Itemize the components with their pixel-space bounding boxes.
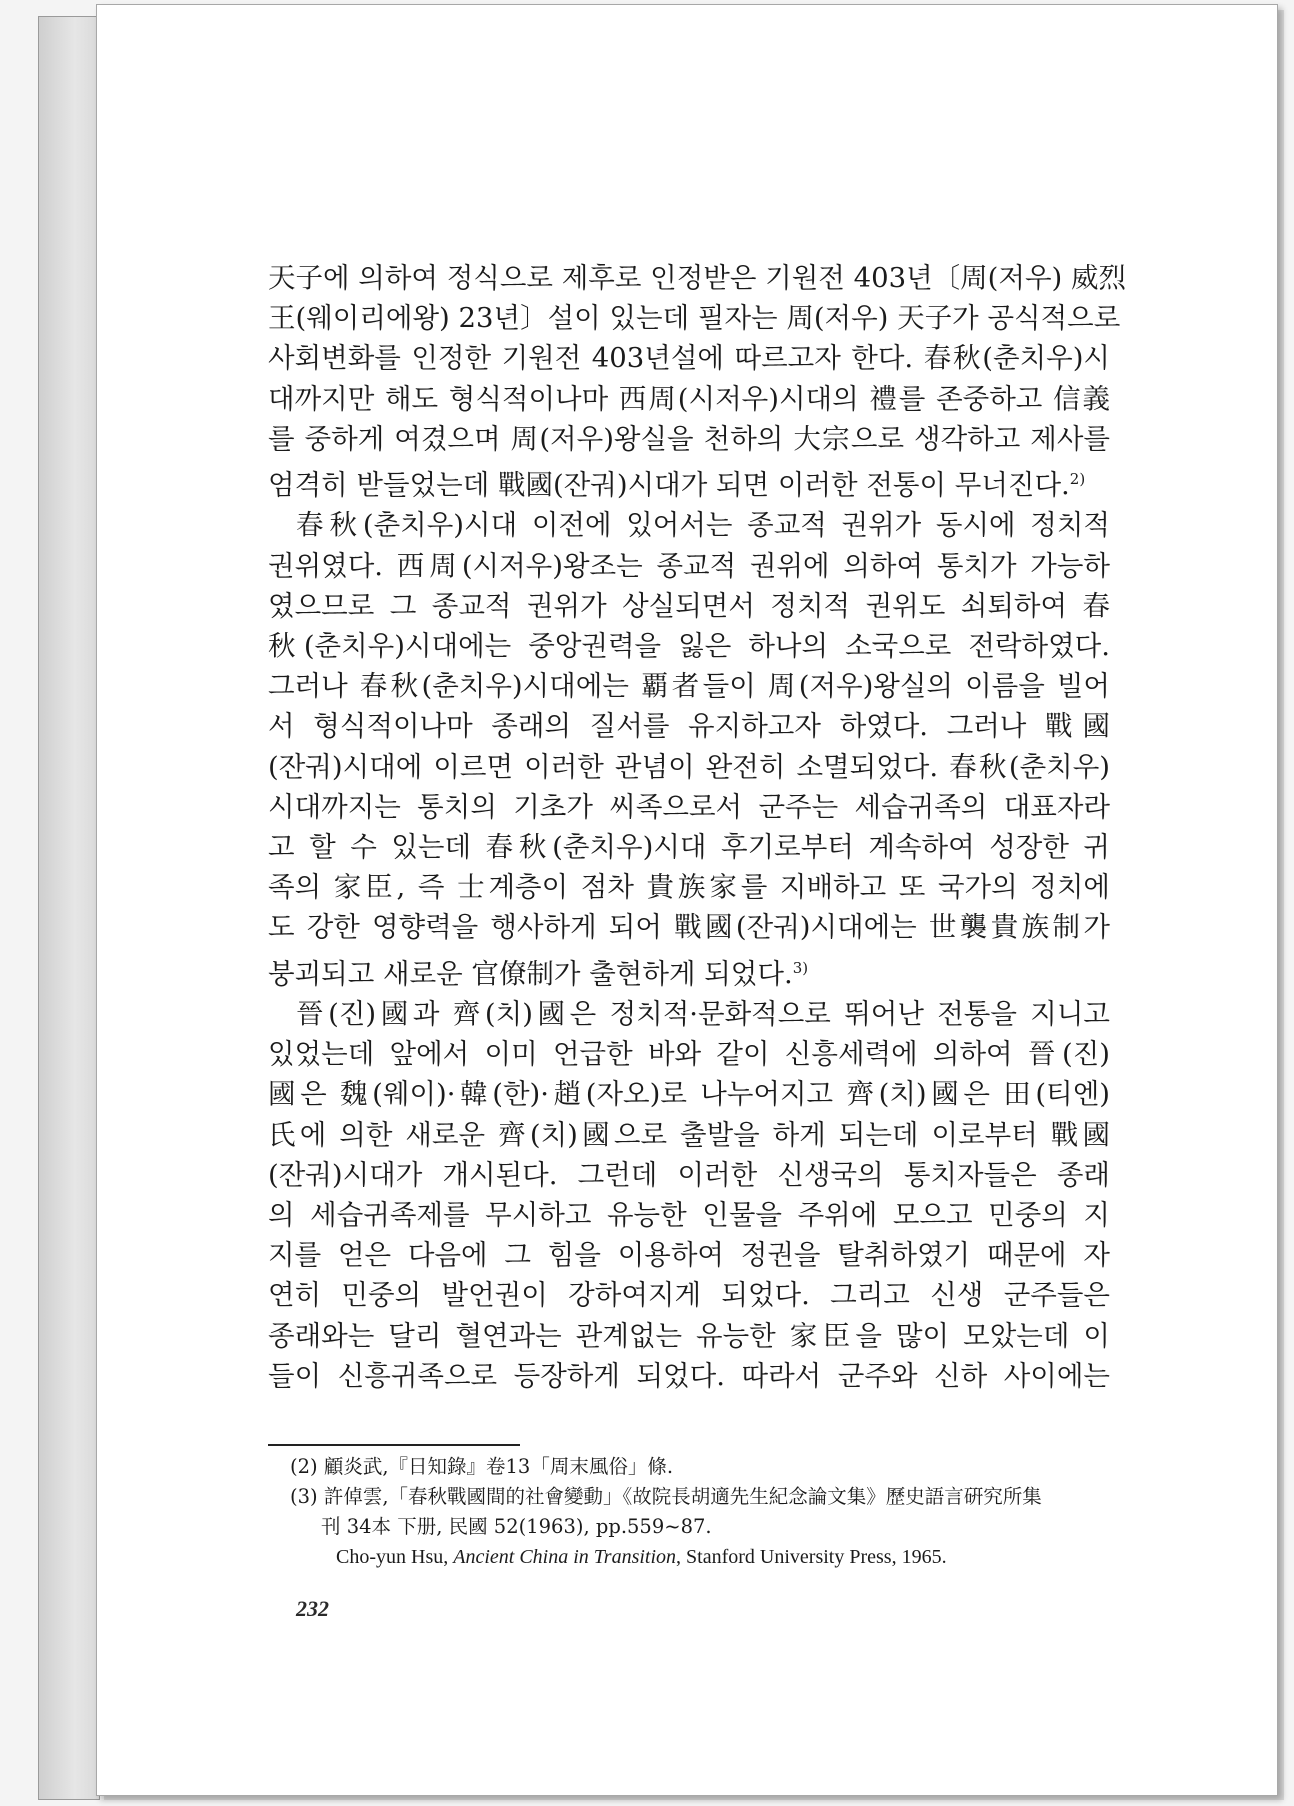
- footnote-divider: [268, 1444, 520, 1446]
- text-line: 권위였다. 西周(시저우)왕조는 종교적 권위에 의하여 통치가 가능하: [268, 549, 1110, 582]
- paragraph-3: [268, 994, 1110, 1396]
- footnote-3-continuation: 刊 34本 下册, 民國 52(1963), pp.559~87.: [321, 1515, 712, 1538]
- text-line: 사회변화를 인정한 기원전 403년설에 따르고자 한다. 春秋(춘치우)시: [268, 342, 1110, 375]
- text-line: 氏에 의한 새로운 齊(치)國으로 출발을 하게 되는데 이로부터 戰國: [268, 1118, 1110, 1151]
- text-line: 서 형식적이나마 종래의 질서를 유지하고자 하였다. 그러나 戰國: [268, 710, 1110, 743]
- text-line-content: 붕괴되고 새로운 官僚制가 출현하게 되었다.: [268, 957, 793, 990]
- text-line: 대까지만 해도 형식적이나마 西周(시저우)시대의 禮를 존중하고 信義: [268, 382, 1110, 415]
- text-line: (잔궈)시대에 이르면 이러한 관념이 완전히 소멸되었다. 春秋(춘치우): [268, 750, 1110, 783]
- text-line-content: 엄격히 받들었는데 戰國(잔궈)시대가 되면 이러한 전통이 무너진다.: [268, 469, 1070, 502]
- citation-title: Ancient China in Transition: [453, 1546, 677, 1568]
- text-line: 秋(춘치우)시대에는 중앙권력을 잃은 하나의 소국으로 전락하였다.: [268, 629, 1110, 662]
- text-line: 연히 민중의 발언권이 강하여지게 되었다. 그리고 신생 군주들은: [268, 1279, 1110, 1312]
- text-line: 그러나 春秋(춘치우)시대에는 覇者들이 周(저우)왕실의 이름을 빌어: [268, 670, 1110, 703]
- footnote-2: (2) 顧炎武,『日知錄』卷13「周末風俗」條.: [290, 1455, 674, 1478]
- text-line: 도 강한 영향력을 행사하게 되어 戰國(잔궈)시대에는 世襲貴族制가: [268, 911, 1110, 944]
- text-line: [268, 948, 1110, 994]
- citation-publisher: , Stanford University Press, 1965.: [676, 1546, 947, 1568]
- text-line: 晉(진)國과 齊(치)國은 정치적·문화적으로 뛰어난 전통을 지니고: [296, 997, 1110, 1030]
- text-line: 였으므로 그 종교적 권위가 상실되면서 정치적 권위도 쇠퇴하여 春: [268, 589, 1110, 622]
- book-spine: [38, 16, 100, 1800]
- text-line: 王(웨이리에왕) 23년〕설이 있는데 필자는 周(저우) 天子가 공식적으로: [268, 302, 1121, 335]
- text-line: [268, 459, 1110, 505]
- text-line: 있었는데 앞에서 이미 언급한 바와 같이 신흥세력에 의하여 晉(진): [268, 1038, 1110, 1071]
- footnote-marker-3: 3): [792, 958, 809, 977]
- footnote-3: (3) 許倬雲,「春秋戰國間的社會變動」《故院長胡適先生紀念論文集》歷史語言硏究所集: [290, 1485, 1042, 1508]
- text-line: 天子에 의하여 정식으로 제후로 인정받은 기원전 403년〔周(저우) 威烈: [268, 262, 1126, 294]
- page-number: 232: [296, 1596, 329, 1621]
- text-line: 國은 魏(웨이)·韓(한)·趙(자오)로 나누어지고 齊(치)國은 田(티엔): [268, 1078, 1110, 1111]
- paragraph-2: [268, 505, 1110, 994]
- body-text: [268, 258, 1126, 1396]
- text-line: 시대까지는 통치의 기초가 씨족으로서 군주는 세습귀족의 대표자라: [268, 790, 1110, 823]
- text-line: 지를 얻은 다음에 그 힘을 이용하여 정권을 탈취하였기 때문에 자: [268, 1239, 1110, 1272]
- footnote-marker-2: 2): [1069, 470, 1086, 489]
- text-line: 고 할 수 있는데 春秋(춘치우)시대 후기로부터 계속하여 성장한 귀: [268, 831, 1110, 863]
- text-line: 종래와는 달리 혈연과는 관계없는 유능한 家臣을 많이 모았는데 이: [268, 1319, 1110, 1352]
- text-line: 의 세습귀족제를 무시하고 유능한 인물을 주위에 모으고 민중의 지: [268, 1198, 1110, 1231]
- text-line: 족의 家臣, 즉 士계층이 점차 貴族家를 지배하고 또 국가의 정치에: [268, 871, 1110, 904]
- footnotes: [290, 1452, 1120, 1572]
- text-line: (잔궈)시대가 개시된다. 그런데 이러한 신생국의 통치자들은 종래: [268, 1158, 1110, 1191]
- text-line: 들이 신흥귀족으로 등장하게 되었다. 따라서 군주와 신하 사이에는: [268, 1359, 1110, 1392]
- paragraph-1: [268, 258, 1126, 505]
- text-line: 를 중하게 여겼으며 周(저우)왕실을 천하의 大宗으로 생각하고 제사를: [268, 422, 1110, 455]
- footnote-3-english-citation: [290, 1542, 1120, 1572]
- text-line: 春秋(춘치우)시대 이전에 있어서는 종교적 권위가 동시에 정치적: [296, 509, 1110, 542]
- citation-author: Cho-yun Hsu,: [336, 1546, 454, 1568]
